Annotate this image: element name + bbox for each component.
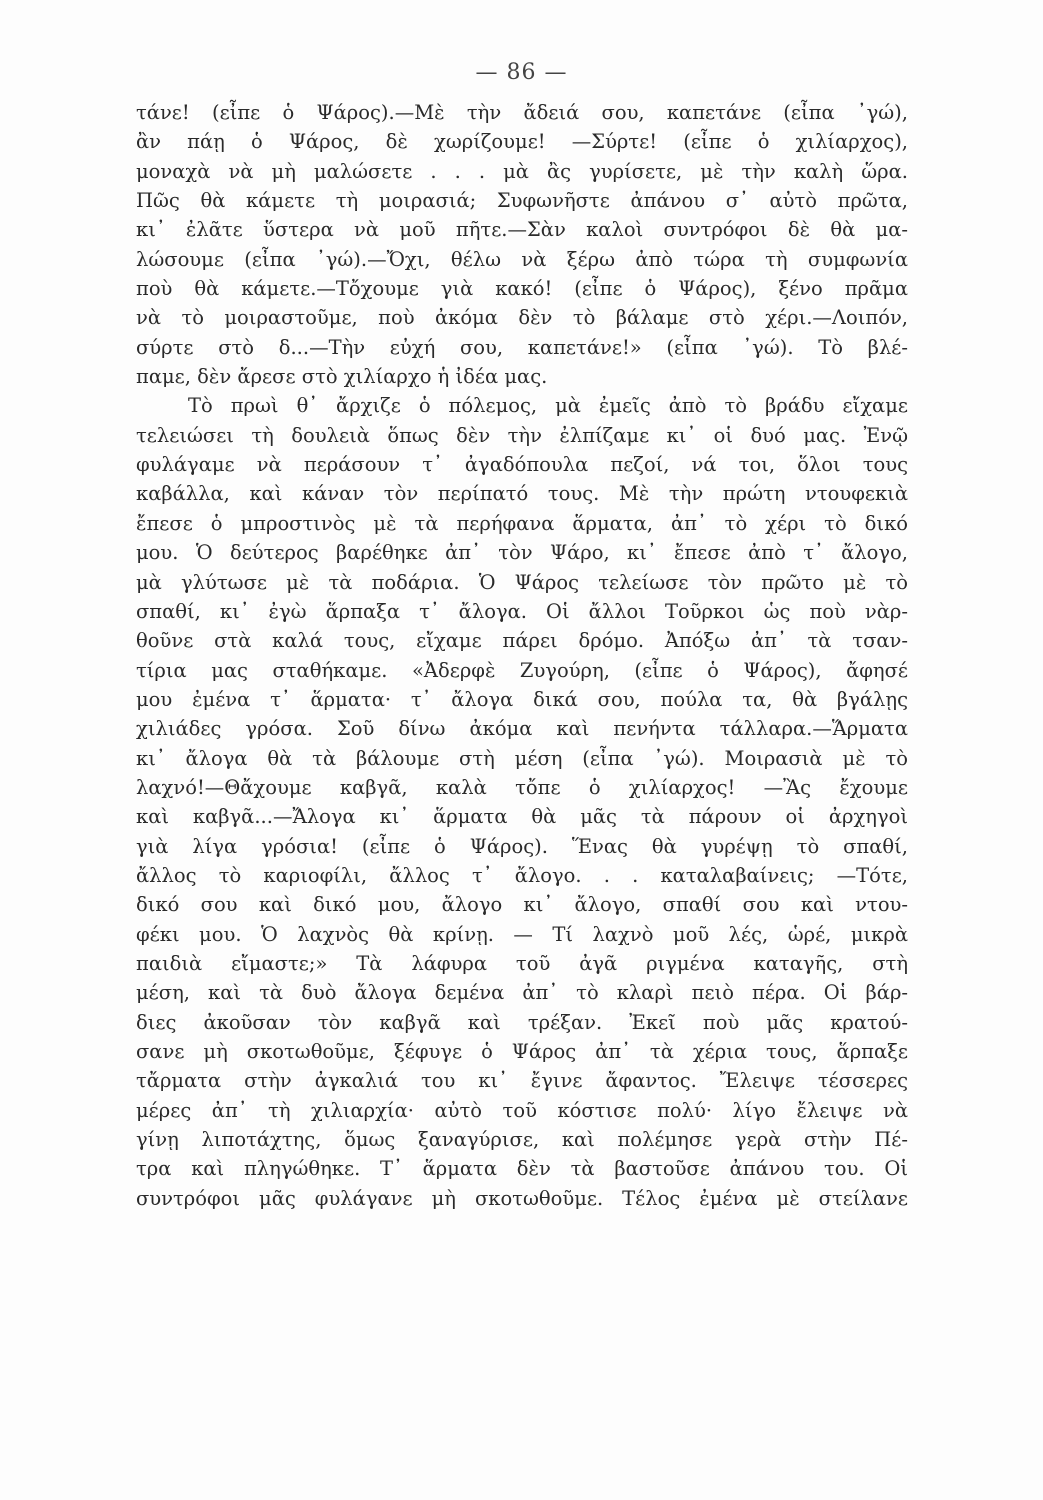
text-line: λώσουμε (εἶπα ᾿γώ).—Ὄχι, θέλω νὰ ξέρω ἀπὸ τώρα τὴ συμφωνία xyxy=(136,247,908,271)
page-number: — 86 — xyxy=(475,60,568,85)
text-line: παμε, δὲν ἄρεσε στὸ χιλίαρχο ἡ ἰδέα μας. xyxy=(136,365,548,389)
text-line: καβάλλα, καὶ κάναν τὸν περίπατό τους. Μὲ τὴν πρώτη ντουφεκιὰ xyxy=(136,482,908,506)
text-line: ἔπεσε ὁ μπροστινὸς μὲ τὰ περήφανα ἅρματα, ἀπ᾿ τὸ χέρι τὸ δικό xyxy=(136,511,908,535)
text-line: κι᾿ ἄλογα θὰ τὰ βάλουμε στὴ μέση (εἶπα ᾿γώ). Μοιρασιὰ μὲ τὸ xyxy=(136,746,908,770)
text-line: σπαθί, κι᾿ ἐγὼ ἅρπαξα τ᾿ ἄλογα. Οἱ ἄλλοι Τοῦρκοι ὡς ποὺ νὰρ- xyxy=(136,599,908,623)
body-text xyxy=(136,98,908,1213)
text-line: μοναχὰ νὰ μὴ μαλώσετε . . . μὰ ἂς γυρίσετε, μὲ τὴν καλὴ ὥρα. xyxy=(136,159,908,183)
text-line: γιὰ λίγα γρόσια! (εἶπε ὁ Ψάρος). Ἕνας θὰ γυρέψῃ τὸ σπαθί, xyxy=(136,834,908,858)
text-line: συντρόφοι μᾶς φυλάγανε μὴ σκοτωθοῦμε. Τέλος ἐμένα μὲ στείλανε xyxy=(136,1186,908,1210)
text-line: τίρια μας σταθήκαμε. «Ἀδερφὲ Ζυγούρη, (εἶπε ὁ Ψάρος), ἄφησέ xyxy=(136,658,908,682)
text-line: ἄλλος τὸ καριοφίλι, ἄλλος τ᾿ ἄλογο. . . καταλαβαίνεις; —Τότε, xyxy=(136,863,908,887)
text-line: τρα καὶ πληγώθηκε. Τ᾿ ἅρματα δὲν τὰ βαστοῦσε ἀπάνου του. Οἱ xyxy=(136,1157,908,1181)
text-line: σύρτε στὸ δ...—Τὴν εὐχή σου, καπετάνε!» (εἶπα ᾿γώ). Τὸ βλέ- xyxy=(136,335,908,359)
text-line: τελειώσει τὴ δουλειὰ ὅπως δὲν τὴν ἐλπίζαμε κι᾿ οἱ δυό μας. Ἐνῷ xyxy=(136,423,908,447)
text-line: μου. Ὁ δεύτερος βαρέθηκε ἀπ᾿ τὸν Ψάρο, κι᾿ ἔπεσε ἀπὸ τ᾿ ἄλογο, xyxy=(136,541,908,565)
text-line: τἄρματα στὴν ἀγκαλιά του κι᾿ ἔγινε ἄφαντος. Ἔλειψε τέσσερες xyxy=(136,1069,908,1093)
text-line: Πῶς θὰ κάμετε τὴ μοιρασιά; Συφωνῆστε ἀπάνου σ᾿ αὐτὸ πρῶτα, xyxy=(136,189,908,213)
text-line: διες ἀκοῦσαν τὸν καβγᾶ καὶ τρέξαν. Ἐκεῖ ποὺ μᾶς κρατού- xyxy=(136,1010,908,1034)
text-line: παιδιὰ εἴμαστε;» Τὰ λάφυρα τοῦ ἀγᾶ ριγμένα καταγῆς, στὴ xyxy=(136,951,908,975)
text-line: κι᾿ ἐλᾶτε ὕστερα νὰ μοῦ πῆτε.—Σὰν καλοὶ συντρόφοι δὲ θὰ μα- xyxy=(136,218,908,242)
text-line: θοῦνε στὰ καλά τους, εἴχαμε πάρει δρόμο. Ἀπόξω ἀπ᾿ τὰ τσαν- xyxy=(136,629,908,653)
text-line: μὰ γλύτωσε μὲ τὰ ποδάρια. Ὁ Ψάρος τελείωσε τὸν πρῶτο μὲ τὸ xyxy=(136,570,908,594)
text-line: νὰ τὸ μοιραστοῦμε, ποὺ ἀκόμα δὲν τὸ βάλαμε στὸ χέρι.—Λοιπόν, xyxy=(136,306,908,330)
text-line: σανε μὴ σκοτωθοῦμε, ξέφυγε ὁ Ψάρος ἀπ᾿ τὰ χέρια τους, ἅρπαξε xyxy=(136,1040,908,1063)
text-line: ποὺ θὰ κάμετε.—Τὄχουμε γιὰ κακό! (εἶπε ὁ Ψάρος), ξένο πρᾶμα xyxy=(136,277,908,301)
text-line: καὶ καβγᾶ...—Ἄλογα κι᾿ ἅρματα θὰ μᾶς τὰ πάρουν οἱ ἀρχηγοὶ xyxy=(136,805,908,829)
text-line: φέκι μου. Ὁ λαχνὸς θὰ κρίνῃ. — Τί λαχνὸ μοῦ λές, ὡρέ, μικρὰ xyxy=(136,922,908,946)
text-line: γίνῃ λιποτάχτης, ὅμως ξαναγύρισε, καὶ πολέμησε γερὰ στὴν Πέ- xyxy=(136,1128,908,1152)
text-line: φυλάγαμε νὰ περάσουν τ᾿ ἀγαδόπουλα πεζοί, νά τοι, ὅλοι τους xyxy=(136,453,908,477)
text-line: μέση, καὶ τὰ δυὸ ἄλογα δεμένα ἀπ᾿ τὸ κλαρὶ πειὸ πέρα. Οἱ βάρ- xyxy=(136,981,908,1005)
text-line: δικό σου καὶ δικό μου, ἄλογο κι᾿ ἄλογο, σπαθί σου καὶ ντου- xyxy=(136,893,908,917)
text-line: μου ἐμένα τ᾿ ἅρματα· τ᾿ ἄλογα δικά σου, πούλα τα, θὰ βγάλῃς xyxy=(136,687,908,711)
text-line: μέρες ἀπ᾿ τὴ χιλιαρχία· αὐτὸ τοῦ κόστισε πολύ· λίγο ἔλειψε νὰ xyxy=(136,1098,908,1122)
text-line: χιλιάδες γρόσα. Σοῦ δίνω ἀκόμα καὶ πενήντα τάλλαρα.—Ἅρματα xyxy=(136,717,908,741)
paragraph-start-line: Τὸ πρωὶ θ᾿ ἄρχιζε ὁ πόλεμος, μὰ ἐμεῖς ἀπὸ τὸ βράδυ εἴχαμε xyxy=(188,394,908,418)
text-line: λαχνό!—Θἄχουμε καβγᾶ, καλὰ τὄπε ὁ χιλίαρχος! —Ἂς ἔχουμε xyxy=(136,775,908,799)
text-line: τάνε! (εἶπε ὁ Ψάρος).—Μὲ τὴν ἄδειά σου, καπετάνε (εἶπα ᾿γώ), xyxy=(136,101,908,124)
text-line: ἂν πάῃ ὁ Ψάρος, δὲ χωρίζουμε! —Σύρτε! (εἶπε ὁ χιλίαρχος), xyxy=(136,130,908,154)
